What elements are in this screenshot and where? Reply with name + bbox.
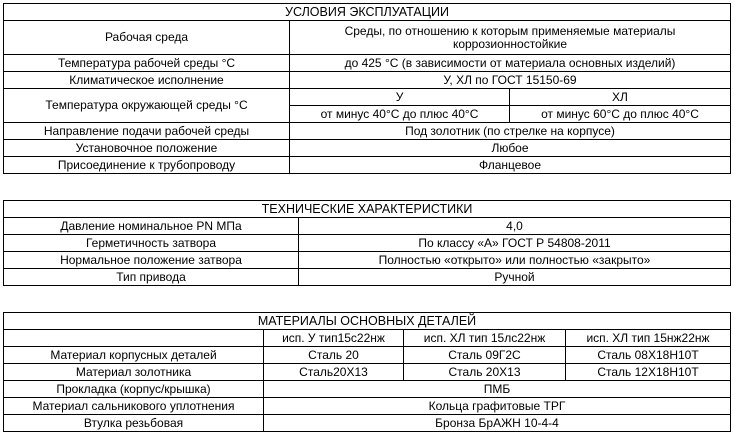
materials-col-u: исп. У тип15с22нж [264,330,404,347]
direction-value: Под золотник (по стрелке на корпусе) [290,123,731,140]
technical-characteristics-table [3,200,731,286]
body-material-u: Сталь 20 [264,347,404,364]
spool-material-label: Материал золотника [4,364,264,381]
connection-label: Присоединение к трубопроводу [4,157,290,174]
materials-col-hl-15nzh: исп. ХЛ тип 15нж22нж [566,330,731,347]
materials-title: МАТЕРИАЛЫ ОСНОВНЫХ ДЕТАЛЕЙ [4,313,731,330]
operating-title: УСЛОВИЯ ЭКСПЛУАТАЦИИ [4,4,731,21]
operating-conditions-table [3,3,731,174]
work-temp-label: Температура рабочей среды °С [4,55,290,72]
normal-position-value: Полностью «открыто» или полностью «закрыто» [299,252,731,269]
bushing-value: Бронза БрАЖН 10-4-4 [264,415,731,432]
materials-table [3,312,731,432]
ambient-hl-header: ХЛ [510,89,731,106]
ambient-hl-value: от минус 60°С до плюс 40°С [510,106,731,123]
body-material-hl2: Сталь 08Х18Н10Т [566,347,731,364]
body-material-hl1: Сталь 09Г2С [404,347,566,364]
medium-label: Рабочая среда [4,21,290,55]
gasket-label: Прокладка (корпус/крышка) [4,381,264,398]
body-material-label: Материал корпусных деталей [4,347,264,364]
normal-position-label: Нормальное положение затвора [4,252,299,269]
materials-col-hl-15lс: исп. ХЛ тип 15лс22нж [404,330,566,347]
position-label: Установочное положение [4,140,290,157]
pressure-value: 4,0 [299,218,731,235]
drive-value: Ручной [299,269,731,286]
bushing-label: Втулка резьбовая [4,415,264,432]
ambient-temp-label: Температура окружающей среды °С [4,89,290,123]
direction-label: Направление подачи рабочей среды [4,123,290,140]
pressure-label: Давление номинальное PN МПа [4,218,299,235]
seal-value: Кольца графитовые ТРГ [264,398,731,415]
tightness-value: По классу «А» ГОСТ Р 54808-2011 [299,235,731,252]
climate-label: Климатическое исполнение [4,72,290,89]
materials-corner-cell [4,330,264,347]
drive-label: Тип привода [4,269,299,286]
climate-value: У, ХЛ по ГОСТ 15150-69 [290,72,731,89]
ambient-u-header: У [290,89,510,106]
spool-material-u: Сталь20Х13 [264,364,404,381]
seal-label: Материал сальникового уплотнения [4,398,264,415]
work-temp-value: до 425 °С (в зависимости от материала основных изделий) [290,55,731,72]
position-value: Любое [290,140,731,157]
connection-value: Фланцевое [290,157,731,174]
gasket-value: ПМБ [264,381,731,398]
spool-material-hl2: Сталь 12Х18Н10Т [566,364,731,381]
spool-material-hl1: Сталь 20Х13 [404,364,566,381]
tightness-label: Герметичность затвора [4,235,299,252]
medium-value: Среды, по отношению к которым применяемые материалы коррозионностойкие [290,21,731,55]
technical-title: ТЕХНИЧЕСКИЕ ХАРАКТЕРИСТИКИ [4,201,731,218]
ambient-u-value: от минус 40°С до плюс 40°С [290,106,510,123]
